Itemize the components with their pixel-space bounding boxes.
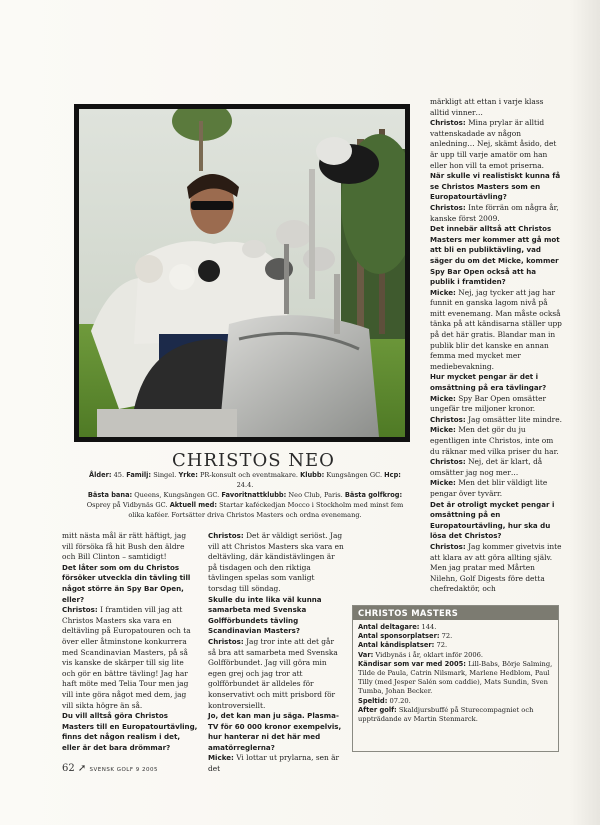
answer-text: Vi lottar ut prylarna, sen är det	[208, 753, 340, 774]
age-value: 45.	[113, 471, 125, 479]
club-label: Klubb:	[300, 471, 325, 479]
speaker-name: Christos:	[208, 636, 244, 646]
hcp-label: Hcp:	[384, 471, 401, 479]
factbox-value: Skaldjursbuffé på Sturecompagniet och uppträdande av Martin Stenmarck.	[358, 705, 534, 724]
speaker-name: Christos:	[430, 457, 466, 467]
speaker-name: Micke:	[430, 425, 456, 435]
factbox-value: Lill-Babs, Börje Salming, Tilde de Paula, Catrin Nilsmark, Marlene Hedblom, Paul Tilly (med Jesper Salén som caddie), Mats Sundin, Sven Tumba, Johan Becker.	[358, 659, 553, 696]
answer-text: I framtiden vill jag att Christos Masters ska vara en deltävling på Europatouren och ta över eller åtminstone konkurrera med Scandinavian Masters, på så vis kanske de skärper till sig lite och gör en bättre tävling! Jag har haft möte med Telia Tour men jag vill inte göra något med dem, jag vill sikta högre än så.	[62, 605, 191, 710]
fav-label: Favoritnattklubb:	[221, 491, 287, 499]
answer-text: Jag omsätter lite mindre.	[465, 414, 562, 424]
factbox-value: 144.	[419, 623, 437, 631]
factbox-label: After golf:	[358, 705, 397, 714]
interview-question: Du vill alltså göra Christos Masters till en Europatourtävling, finns det någon realism i det, eller är det bara drömmar?	[62, 711, 198, 752]
speaker-name: Christos:	[430, 118, 466, 128]
job-label: Yrke:	[178, 471, 198, 479]
interview-answer	[430, 288, 563, 373]
interview-question: Skulle du inte lika väl kunna samarbeta med Svenska Golfförbundets tävling Scandinavian Masters?	[208, 594, 322, 636]
speaker-name: Micke:	[430, 478, 456, 488]
factbox-value: 72.	[434, 641, 448, 650]
speaker-name: Christos:	[430, 414, 466, 424]
answer-text: Nej, jag tycker att jag har funnit en ganska lagom nivå på mitt evenemang. Man måste också tänka på att kändisarna ställer upp på det här gratis. Blandar man in publik blir det kanske en annan femma med mycket mer mediebevakning.	[430, 287, 562, 371]
interview-answer	[430, 457, 563, 478]
factbox-label: Speltid:	[358, 696, 388, 705]
speaker-name: Christos:	[430, 541, 466, 551]
interview-answer	[430, 478, 563, 499]
answer-text: Spy Bar Open omsätter ungefär tre miljoner kronor.	[430, 393, 547, 414]
golfer-photo-illustration	[79, 109, 405, 437]
speaker-name: Christos:	[62, 605, 98, 615]
arrow-icon: ➚	[77, 763, 87, 774]
answer-text: Jag tror inte att det går så bra att samarbeta med Svenska Golfförbundet. Jag vill göra min egen grej och jag tror att golfförbundet är alldeles för konservativt och mitt prisbord för kontroversiellt.	[208, 636, 338, 710]
family-label: Familj:	[126, 471, 152, 479]
factbox-body	[353, 620, 558, 727]
speaker-name: Christos:	[208, 531, 244, 540]
speaker-name: Micke:	[430, 287, 456, 297]
current-value: Startar kaféckedjan Mocco i Stockholm med minst fem olika kaféer. Fortsätter driva Christos Masters och ordna evenemang.	[128, 501, 404, 519]
interview-question: Jo, det kan man ju säga. Plasma-TV för 60 000 kronor exempelvis, hur hanterar ni det här med amatörreglerna?	[208, 711, 342, 752]
factbox-value: 72.	[439, 632, 453, 641]
factbox-row	[358, 623, 553, 632]
answer-text: Men det blir väldigt lite pengar över tyvärr.	[430, 478, 548, 498]
christos-masters-factbox	[352, 605, 559, 752]
factbox-label: Kändisar som var med 2005:	[358, 659, 466, 668]
factbox-row	[358, 697, 553, 706]
subject-name: CHRISTOS NEO	[172, 450, 335, 471]
interview-answer	[430, 118, 563, 171]
answer-text: Jag kommer givetvis inte att klara av att göra allting själv. Men jag pratar med Mårten Nilehn, Golf Digests före detta chefredaktör, och	[430, 541, 562, 594]
current-label: Aktuell med:	[169, 501, 218, 509]
interview-question: Hur mycket pengar är det i omsättning på era tävlingar?	[430, 372, 547, 393]
factbox-label: Antal deltagare:	[358, 623, 420, 631]
interview-answer	[208, 531, 344, 595]
interview-question: Det låter som om du Christos försöker utveckla din tävling till något större än Spy Bar Open, eller?	[62, 562, 191, 604]
answer-text: Inte förrän om några år, kanske först 2009.	[430, 202, 559, 223]
factbox-label: Antal sponsorplatser:	[358, 632, 440, 641]
text-column-3	[430, 97, 563, 595]
answer-text: Mina prylar är alltid vattenskadade av någon anledning… Nej, skämt åsido, det är upp till varje amatör om han eller hon vill ta emot priserna.	[430, 118, 557, 170]
factbox-row	[358, 641, 553, 650]
portrait-photo	[74, 104, 410, 442]
interview-answer	[430, 203, 563, 224]
factbox-row	[358, 651, 553, 660]
interview-answer	[208, 637, 344, 711]
course-value: Queens, Kungsängen GC.	[134, 491, 220, 499]
job-value: PR-konsult och eventmakare.	[199, 471, 298, 479]
body-paragraph: mitt nästa mål är rätt häftigt, jag vill försöka få hit Bush den äldre och Bill Clinton – samtidigt!	[62, 531, 187, 562]
speaker-name: Micke:	[430, 393, 456, 403]
frog-value: Osprey på Vidbynäs GC.	[86, 501, 168, 509]
interview-answer	[62, 605, 198, 711]
interview-answer	[208, 753, 344, 774]
factbox-value: 07.20.	[387, 696, 411, 705]
body-paragraph: märkligt att ettan i varje klass alltid vinner…	[430, 97, 544, 117]
factbox-row	[358, 632, 553, 641]
factbox-row	[358, 660, 553, 697]
subject-facts	[84, 470, 406, 520]
text-column-1	[62, 531, 198, 753]
answer-text: Men det gör du ju egentligen inte Christos, inte om du räknar med vilka priser du har.	[430, 425, 559, 456]
interview-question: Det innebär alltså att Christos Masters mer kommer att gå mot att bli en publiktävling, vad säger du om det Micke, kommer Spy Bar Open också att ha publik i framtiden?	[430, 224, 560, 287]
factbox-title: CHRISTOS MASTERS	[353, 606, 558, 620]
factbox-label: Antal kändisplatser:	[358, 641, 435, 650]
text-column-2	[208, 531, 344, 775]
frog-label: Bästa golfkrog:	[344, 491, 403, 499]
factbox-value: Vidbynäs i år, oklart inför 2006.	[373, 650, 484, 659]
speaker-name: Micke:	[208, 753, 234, 763]
factbox-row	[358, 706, 553, 724]
speaker-name: Christos:	[430, 202, 466, 212]
course-label: Bästa bana:	[87, 491, 133, 499]
interview-answer	[430, 425, 563, 457]
interview-question: Det är otroligt mycket pengar i omsättning på en Europatourtävling, hur ska du lösa det Christos?	[430, 499, 555, 541]
hcp-value: 24.4.	[236, 481, 254, 489]
interview-answer	[430, 394, 563, 415]
interview-answer	[430, 415, 563, 426]
family-value: Singel.	[153, 471, 177, 479]
fav-value: Neo Club, Paris.	[288, 491, 343, 499]
publication-name: SVENSK GOLF 9 2005	[89, 767, 159, 773]
age-label: Ålder:	[89, 471, 112, 479]
answer-text: Nej, det är klart, då omsätter jag nog mer…	[430, 457, 543, 477]
page-folio	[62, 763, 158, 774]
interview-question: När skulle vi realistiskt kunna få se Christos Masters som en Europatourtävling?	[430, 171, 561, 202]
factbox-label: Var:	[358, 650, 374, 659]
page-number: 62	[62, 763, 75, 774]
interview-answer	[430, 542, 563, 595]
answer-text: Det är väldigt seriöst. Jag vill att Christos Masters ska vara en deltävling, där kändistävlingen är på tisdagen och den riktiga tävlingen spelas som vanligt torsdag till söndag.	[208, 531, 344, 593]
club-value: Kungsängen GC.	[326, 471, 383, 479]
